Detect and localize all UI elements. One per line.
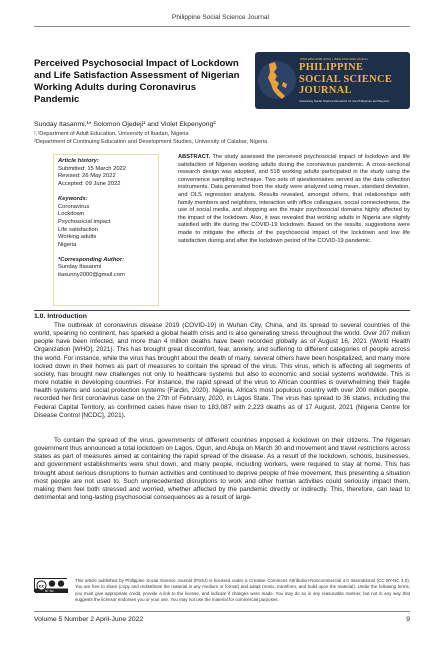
accepted-date: Accepted: 09 June 2022 [58,181,121,188]
abstract-text: The study assessed the perceived psychosocial impact of lockdown and life satisfaction of Nigerian working adults during the coronavirus pandemic. A cross-sectional research design was adopted, and 518 working adults participated in the study using the convenience sampling technique. Two sets of questionnaires served as the data collection instruments. Data generated from the study were analyzed using mean, standard deviation, and OLS regression analysis. Results revealed, amongst others, that relationships with family members and neighbors, interaction with office colleagues, social connectedness, the use of social media, and shopping are the major psychosocial domains highly affected by the impact of the lockdown. Also, it was revealed that working adults in Nigeria are slightly satisfied with life during the COVID-19 lockdown. Based on the results, suggestions were made to mitigate the effects of the psychosocial impact of the lockdown and low life satisfaction during and after the lockdown period of the COVID-19 pandemic. [178,154,410,244]
abstract-label: ABSTRACT. [178,154,211,160]
keyword: Working adults [58,234,97,241]
logo-word-1: PHILIPPINE [299,62,364,73]
svg-text:cc: cc [38,584,45,590]
affiliation-1: ¹,¹Department of Adult Education, University of Ibadan, Nigeria [34,131,189,137]
history-heading: Article history: [58,158,99,164]
author-list: Sunday Itasanmi,¹* Solomon Ojedeji¹ and Violet Ekpenyong² [34,121,216,128]
section-heading: 1.0. Introduction [34,313,87,320]
affiliation-2: ²Department of Continuing Education and Development Studies, University of Calabar, Nigeria [34,139,268,145]
keyword: Nigeria [58,242,77,249]
corresponding-author-name: Sunday Itasanmi [58,264,102,271]
header-rule [34,26,410,27]
keyword: Lockdown [58,211,85,218]
logo-word-2: SOCIAL SCIENCE [299,74,393,85]
keyword: Psychosocial impact [58,218,111,225]
corresponding-author-email[interactable]: itasunny2000@gmail.com [58,272,125,279]
volume-issue: Volume 5 Number 2 April-June 2022 [34,616,144,623]
paragraph-text: The outbreak of coronavirus disease 2019 (COVID-19) in Wuhan City, China, and its spread to several countries of the world, spearing no continent, has sparked a global health crisis and is also generating stress throughout the world. Over 207 million people have been infected, and more than 4 million deaths have been recorded globally as of August 16, 2021 (World Health Organization [WHO], 2021). This has brought great discomfort, fear, anxiety, and suffering to different categories of people across the world. For instance, while the virus has brought about the death of many, several others have been hospitalized, and many more locked down in their homes as part of measures to contain the spread of the virus. This virus, which is affecting all segments of society, has brought new challenges not only to healthcare systems but also to economic and social systems worldwide. This is more notable in developing countries. For instance, the rapid spread of the virus to African countries is overwhelming their fragile health systems and social protection systems (Fardin, 2020). Nigeria, Africa's most populous country with over 200 million people, recorded her first coronavirus case on the 27th of February, 2020, in Lagos State. The virus has spread to 36 states, including the Federal Capital Territory, as confirmed cases have risen to 183,087 with 2,223 deaths as of 17 August, 2021 (Nigeria Centre for Disease Control [NCDC], 2021). [34,322,410,419]
logo-tagline: Advancing Social Science Research for the Philippines and Beyond [299,99,389,103]
footer-rule [34,611,410,612]
license-notice: This article published by Philippine Social Science Journal (PSSJ) is licensed under a Creative Commons Attribution-Noncommercial 4.0 International (CC BY-NC 4.0). You are free to share (copy and redistribute the material in any medium or format) and adapt (remix, transform, and build upon the material). Under the following terms, you must give appropriate credit, provide a link to the license, and indicate if changes were made. You may do so in any reasonable manner, but not in any way that suggests the licensor endorses you or your use. You may not use the material for commercial purposes. [75,578,410,602]
article-title: Perceived Psychosocial Impact of Lockdown and Life Satisfaction Assessment of Nigerian Working Adults during Coronavirus Pandemic [34,58,240,105]
running-head: Philippine Social Science Journal [171,14,270,21]
page-number: 9 [406,616,410,623]
submitted-date: Submitted: 15 March 2022 [58,165,126,172]
abstract [178,154,410,245]
paragraph [34,437,410,502]
paragraph [34,322,410,420]
corresponding-author-heading: *Corresponding Author: [58,256,125,263]
paragraph-text: To contain the spread of the virus, governments of different countries imposed a lockdown on their citizens. The Nigerian government thus announced a total lockdown on Lagos, Ogun, and Abuja on March 30 and movement and travel restrictions across states as part of measures aimed at containing the rapid spread of the disease. As a result of the lockdown, schools, businesses, and government establishments were shut down, and many people, including workers, were required to stay at home. This has brought about serious disruptions to human activities and continued to deprive people of free movement, thus presenting a situation most people are not used to. Such unprecedented disruptions to work and other human activities could seriously impact them, making them feel both stressed and worried, whether affected by the pandemic directly or indirectly. This, therefore, can lead to detrimental and long-lasting psychosocial consequences as a result of large- [34,437,410,502]
section-rule [34,310,410,311]
keywords-heading: Keywords: [58,195,88,202]
keyword: Life satisfaction [58,226,98,233]
article-info-box [53,154,159,306]
logo-issn: ISSN 2651-0209 (Print) • ISSN 2704-3010 (Online) [300,57,368,61]
revised-date: Revised: 26 May 2022 [58,173,116,180]
svg-text:BY NC: BY NC [45,589,55,593]
cc-by-nc-icon[interactable] [34,578,67,592]
logo-word-3: JOURNAL [299,85,352,96]
keyword: Coronavirus [58,203,90,210]
journal-logo [255,52,410,109]
